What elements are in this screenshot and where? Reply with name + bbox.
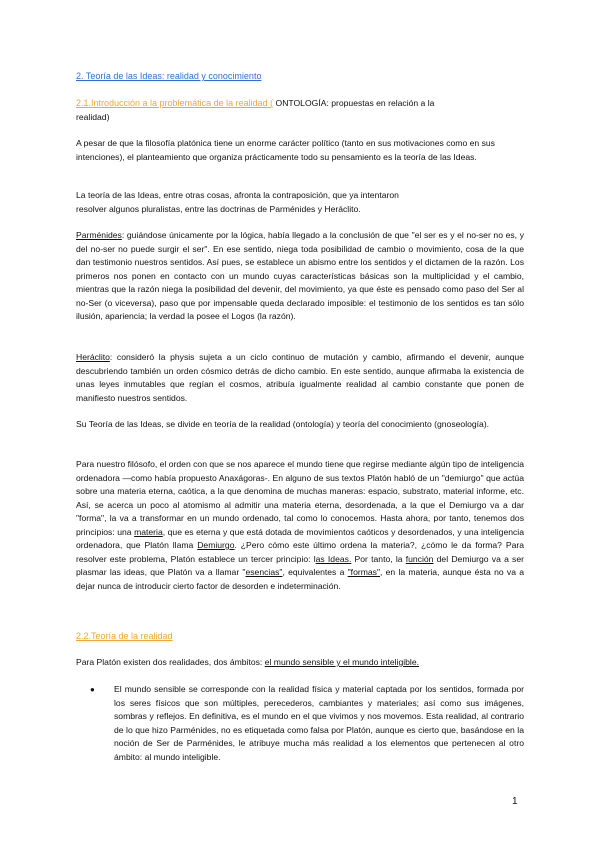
demiurgo-text-a: Para nuestro filósofo, el orden con que se nos aparece el mundo tiene que regirse mediante algún tipo de inteligencia ordenadora —como había propuesto Anaxágoras-. En alguno de sus textos Platón habló de un "demiurgo" que actúa sobre una materia eterna, caótica, a la que denomina de muchas maneras: espacio, substrato, material informe, etc. Así, se acerca un poco al atomismo al admitir una materia eterna, desordenada, a la que el Demiurgo va a dar "forma", la va a transformar en un mundo ordenado, tal como lo conocemos. Hasta ahora, por tanto, tenemos dos principios: una [76,459,524,537]
list-item-mundo-sensible [90,683,524,764]
heading-introduccion-link[interactable]: 2.1.Introducción a la problemática de la realidad ( [76,98,274,108]
bullet-icon: ● [90,685,95,694]
heraclito-text: : consideró la physis sujeta a un ciclo continuo de mutación y cambio, afirmando el devenir, aunque descubriendo también un orden cósmico detrás de dicho cambio. En este sentido, aunque afirmaba la existencia de unas leyes inmutables que regían el cosmos, atribuía igualmente realidad al cambio constante que ponen de manifiesto nuestros sentidos. [76,352,524,403]
demiurgo-text-f: , equivalentes a [282,567,348,577]
paragraph-demiurgo [76,458,524,593]
term-heraclito: Heráclito [76,352,110,362]
term-ideas: as Ideas. [315,553,352,564]
term-demiurgo: Demiurgo [197,540,235,550]
heading-introduccion-rest: ONTOLOGÍA: propuestas en relación a la [273,98,435,108]
term-esencias: esencias" [245,567,283,577]
term-mundos: el mundo sensible y el mundo inteligible. [264,657,420,667]
demiurgo-text-b: , que es eterna y que está dotada de movimientos caóticos y desordenados, y una inteligencia ordenadora, que Platón llama [76,526,524,550]
term-funcion: función [405,553,434,564]
heading-teoria-ideas[interactable]: 2. Teoría de las Ideas: realidad y conocimiento [76,71,262,81]
term-materia: materia [134,526,163,537]
paragraph-heraclito [76,351,524,405]
demiurgo-text-g: , en la materia, aunque ésta no va a dejar nunca de introducir cierto factor de desorden e indeterminación. [76,567,524,591]
term-formas: "formas" [347,567,380,577]
paragraph-parmenides [76,229,524,324]
page-number: 1 [512,796,518,807]
demiurgo-text-d: Por tanto, la [351,553,406,564]
paragraph-contraposicion [76,189,524,216]
paragraph-dos-realidades [76,656,524,670]
paragraph-teoria-division: Su Teoría de las Ideas, se divide en teoría de la realidad (ontología) y teoría del conocimiento (gnoseología). [76,419,490,429]
mundo-sensible-text: El mundo sensible se corresponde con la realidad física y material captada por los sentidos, formada por los seres físicos que son múltiples, perecederos, cambiantes y materiales; así como sus imágenes, sombras y reflejos. En definitiva, es el mundo en el que vivimos y nos movemos. Esta realidad, al contrario de lo que hizo Parménides, no es etiquetada como falsa por Platón, aunque es cierto que, basándose en la noción de Ser de Parménides, le atribuye mucha más realidad a los elementos que pertenecen al otro ámbito: al mundo inteligible. [114,684,524,762]
paragraph-contraposicion-line1: La teoría de las Ideas, entre otras cosas, afronta la contraposición, que ya intentaron [76,190,399,200]
parmenides-text: : guiándose únicamente por la lógica, había llegado a la conclusión de que "el ser es y el no-ser no es, y del no-ser no puede surgir el ser". En ese sentido, niega toda posibilidad de cambio o movimiento, cosa de la que dan testimonio nuestros sentidos. Así pues, se establece un abismo entre los sentidos y el dictamen de la razón. Los primeros nos ponen en contacto con un mundo cuyas características básicas son la multiplicidad y el cambio, mientras que la razón niega la posibilidad del devenir, del movimiento, ya que éste es pensado como paso del Ser al no-Ser (o viceversa), paso que por impensable queda declarado imposible: el testimonio de los sentidos es tan sólo ilusión, apariencia; la verdad la posee el Logos (la razón). [76,230,524,321]
heading-introduccion [76,97,524,124]
paragraph-contraposicion-line2: resolver algunos pluralistas, entre las doctrinas de Parménides y Heráclito. [76,203,361,214]
paragraph-intro: A pesar de que la filosofía platónica tiene un enorme carácter político (tanto en sus motivaciones como en sus intenciones), el planteamiento que organiza prácticamente todo su pensamiento es la teoría de las Ideas. [76,138,495,162]
demiurgo-text-e: del Demiurgo va a ser plasmar las ideas, que Platón va a llamar " [76,553,524,577]
demiurgo-text-c: . ¿Pero cómo este último ordena la materia?, ¿cómo le da forma? Para resolver este problema, Platón establece un tercer principio: l [76,540,524,564]
heading-teoria-realidad[interactable]: 2.2.Teoría de la realidad [76,631,173,641]
heading-introduccion-rest-2: realidad) [76,111,110,122]
term-parmenides: Parménides [76,230,122,240]
dos-realidades-text: Para Platón existen dos realidades, dos ámbitos: [76,657,265,667]
